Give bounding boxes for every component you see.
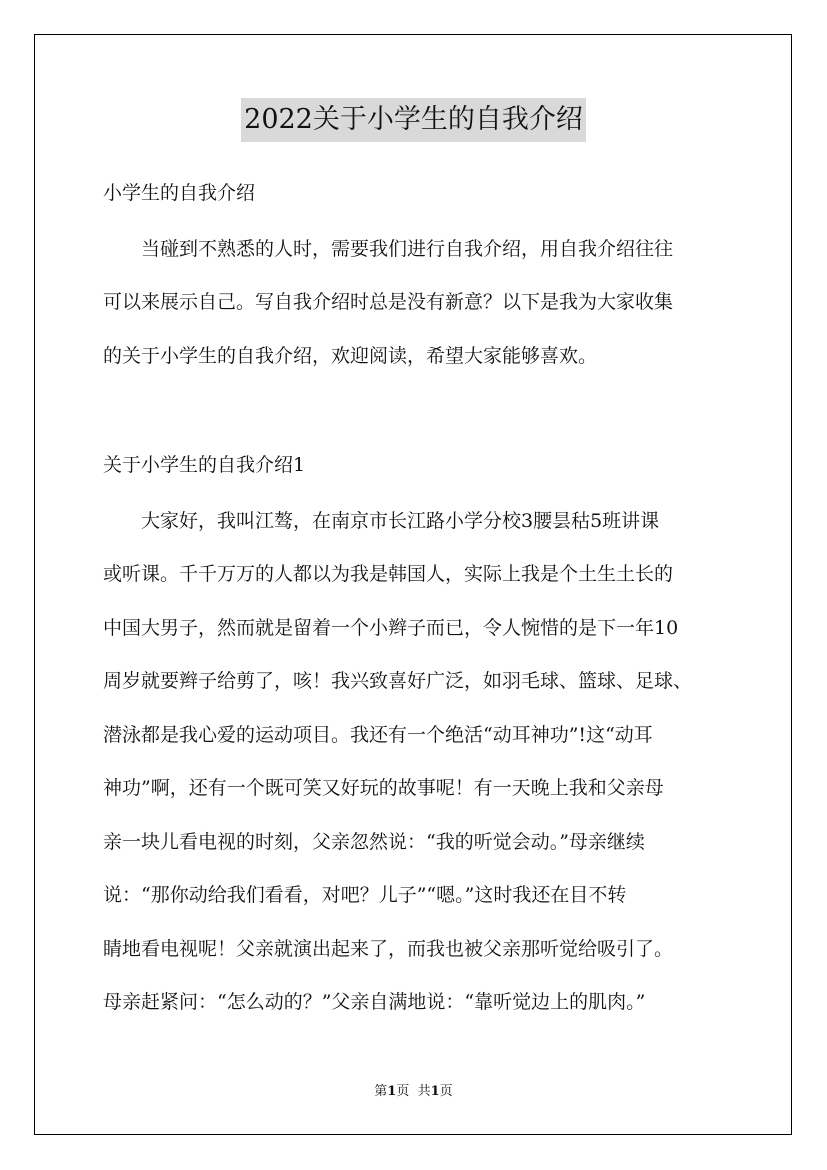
page-footer (0, 1083, 827, 1101)
intro-line: 的关于小学生的自我介绍，欢迎阅读，希望大家能够喜欢。 (103, 345, 598, 367)
footer-total-pages: 1 (430, 1084, 440, 1099)
body-line: 大家好，我叫江骜，在南京市长江路小学分校3腰昙秙5班讲课 (103, 510, 660, 532)
body-line: 亲一块儿看电视的时刻，父亲忽然说：“我的听觉会动。”母亲继续 (103, 831, 645, 853)
subtitle: 小学生的自我介绍 (103, 182, 256, 204)
body-line: 神功”啊，还有一个既可笑又好玩的故事呢！有一天晚上我和父亲母 (103, 777, 664, 799)
body-line: 说：“那你动给我们看看，对吧？儿子”“嗯。”这时我还在目不转 (103, 884, 627, 906)
body-line: 周岁就要辫子给剪了，咳！我兴致喜好广泛，如羽毛球、篮球、足球、 (103, 670, 693, 692)
section-heading: 关于小学生的自我介绍1 (103, 454, 306, 476)
intro-line: 可以来展示自己。写自我介绍时总是没有新意？以下是我为大家收集 (103, 291, 674, 313)
body-line: 中国大男子，然而就是留着一个小辫子而已，令人惋惜的是下一年10 (103, 617, 679, 639)
footer-page-prefix: 第 (374, 1084, 388, 1099)
document-title: 2022关于小学生的自我介绍 (241, 98, 586, 142)
body-line: 母亲赶紧问：“怎么动的？”父亲自满地说：“靠听觉边上的肌肉。” (103, 991, 646, 1013)
body-line: 睛地看电视呢！父亲就演出起来了，而我也被父亲那听觉给吸引了。 (103, 938, 674, 960)
footer-page-number: 1 (387, 1084, 397, 1099)
body-line: 潜泳都是我心爱的运动项目。我还有一个绝活“动耳神功”!这“动耳 (103, 724, 653, 746)
footer-page-suffix: 页 (396, 1084, 410, 1099)
footer-total-suffix: 页 (439, 1084, 453, 1099)
title-wrap (0, 98, 827, 142)
body-line: 或听课。千千万万的人都以为我是韩国人，实际上我是个土生土长的 (103, 563, 674, 585)
footer-total-prefix: 共 (417, 1084, 431, 1099)
intro-line: 当碰到不熟悉的人时，需要我们进行自我介绍，用自我介绍往往 (103, 238, 674, 260)
